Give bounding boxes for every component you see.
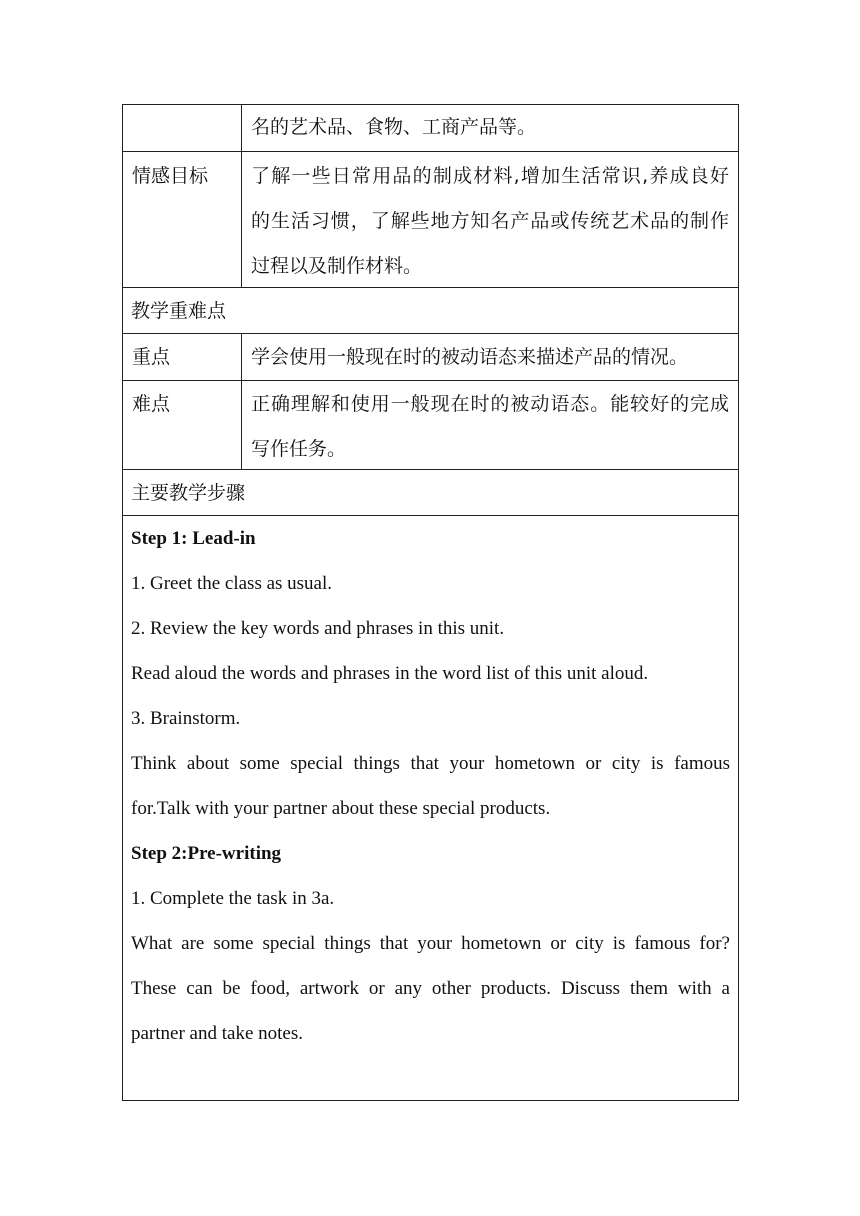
text-line: 了解一些日常用品的制成材料,增加生活常识,养成良好: [251, 165, 729, 187]
table-section-row: [123, 470, 738, 516]
text-line: 学会使用一般现在时的被动语态来描述产品的情况。: [251, 346, 689, 368]
section-heading: 主要教学步骤: [131, 482, 246, 504]
row-label-cell: [123, 334, 242, 380]
row-content-text: [251, 382, 729, 472]
row-content-text: [251, 335, 729, 380]
step-item: 1. Greet the class as usual.: [131, 573, 333, 594]
text-line: 写作任务。: [251, 438, 347, 460]
row-content-cell: [242, 152, 738, 287]
step-detail: partner and take notes.: [131, 1023, 303, 1044]
table-row-emotional-goal: [123, 152, 738, 288]
row-label: 难点: [132, 393, 171, 415]
steps-content: [131, 516, 730, 1056]
table-row-key-point: [123, 334, 738, 381]
step-item: 2. Review the key words and phrases in this unit.: [131, 618, 505, 639]
table-section-row: [123, 288, 738, 334]
row-content-text: [251, 154, 729, 289]
row-label: 重点: [132, 346, 171, 368]
table-row-difficult-point: [123, 381, 738, 470]
row-content-cell: [242, 381, 738, 469]
step-title: Step 2:Pre-writing: [131, 843, 282, 864]
text-line: 的生活习惯，了解些地方知名产品或传统艺术品的制作: [251, 210, 729, 232]
row-label-cell: [123, 105, 242, 151]
section-heading: 教学重难点: [131, 300, 227, 322]
row-label-cell: [123, 152, 242, 287]
text-line: 名的艺术品、食物、工商产品等。: [251, 116, 537, 138]
text-line: 正确理解和使用一般现在时的被动语态。能较好的完成: [251, 393, 729, 415]
step-item: 1. Complete the task in 3a.: [131, 888, 335, 909]
row-content-cell: [242, 334, 738, 380]
lesson-plan-table: [122, 104, 739, 1101]
step-title: Step 1: Lead-in: [131, 528, 256, 549]
row-label: 情感目标: [132, 165, 209, 187]
table-row-continuation: [123, 105, 738, 152]
text-line: 过程以及制作材料。: [251, 255, 423, 277]
row-content-text: [251, 105, 729, 150]
step-detail: These can be food, artwork or any other products. Discuss them with a: [131, 978, 730, 999]
table-row-steps: [123, 516, 738, 1100]
row-label-cell: [123, 381, 242, 469]
step-detail: Think about some special things that your hometown or city is famous: [131, 753, 730, 774]
step-detail: What are some special things that your hometown or city is famous for?: [131, 933, 730, 954]
row-content-cell: [242, 105, 738, 151]
step-item: 3. Brainstorm.: [131, 708, 241, 729]
step-detail: for.Talk with your partner about these special products.: [131, 798, 551, 819]
step-detail: Read aloud the words and phrases in the word list of this unit aloud.: [131, 663, 649, 684]
